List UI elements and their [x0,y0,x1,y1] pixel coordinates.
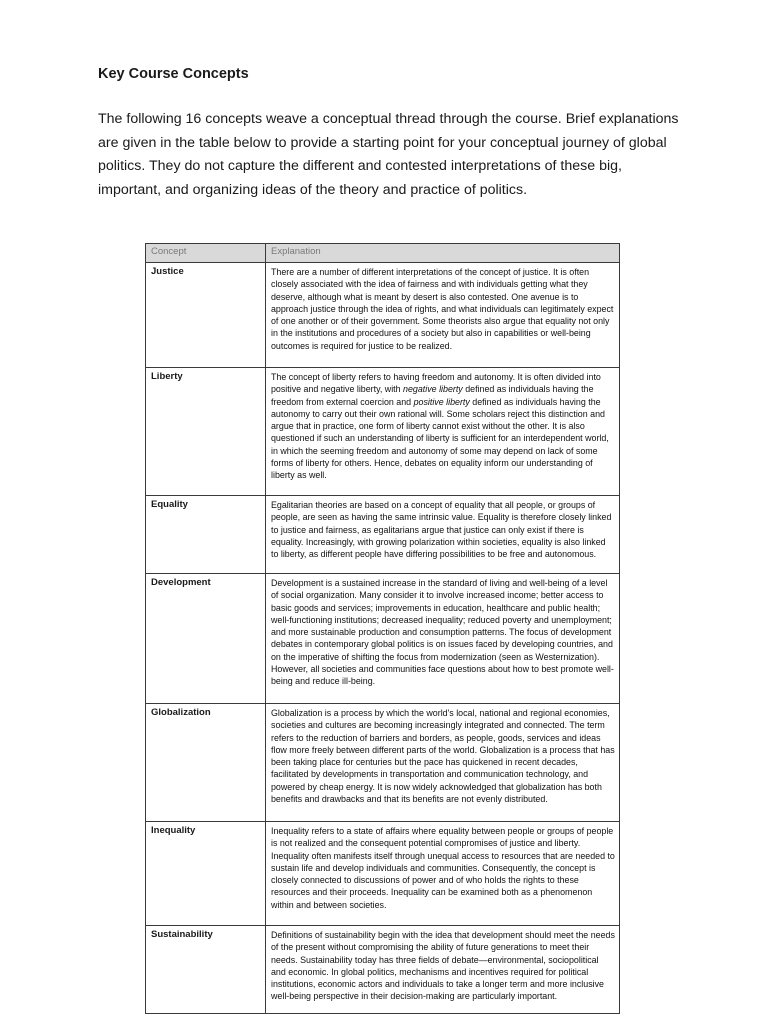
term-positive-liberty: positive liberty [413,396,470,407]
explanation-cell: Development is a sustained increase in the standard of living and well-being of a level of social organization. Many consider it to involve increased income; better access to basic goods and services; improvements in education, healthcare and public health; well-functioning institutions; decreased inequality; reduced poverty and unemployment; and more sustainable production and consumption patterns. The focus of development debates in contemporary global politics is on issues faced by developing countries, and on the imperative of shifting the focus from modernization (seen as Westernization). However, all societies and communities face questions about how to best promote well-being and reduce ill-being. [266,574,620,704]
explanation-cell: Egalitarian theories are based on a concept of equality that all people, or groups of people, are seen as having the same intrinsic value. Equality is therefore closely linked to justice and fairness, as egalitarians argue that justice can only exist if there is equality. Increasingly, with growing polarization within societies, equality is also linked to liberty, as different people have differing possibilities to be free and autonomous. [266,496,620,574]
explanation-text: The concept of liberty refers to having freedom and autonomy. It is often divided into positive and negative liberty, with [271,372,601,395]
explanation-cell: Globalization is a process by which the world's local, national and regional economies, societies and cultures are becoming increasingly integrated and connected. The term refers to the reduction of barriers and borders, as people, goods, services and ideas flow more freely between different parts of the world. Globalization is a process that has been taking place for centuries but the pace has quickened in recent decades, facilitated by developments in transportation and communication technology, and powered by cheap energy. It is now widely acknowledged that globalization has both benefits and drawbacks and that its benefits are not evenly distributed. [266,704,620,822]
concept-cell: Sustainability [146,926,266,1014]
table-row [146,926,620,1014]
table-row [146,368,620,496]
concept-cell: Justice [146,263,266,368]
table-row [146,822,620,926]
concept-cell: Globalization [146,704,266,822]
concept-cell: Development [146,574,266,704]
column-header-concept: Concept [146,244,266,263]
concepts-table [145,243,620,1014]
explanation-cell: There are a number of different interpretations of the concept of justice. It is often closely associated with the idea of fairness and with individuals getting what they deserve, although what is meant by desert is also contested. One avenue is to approach justice through the idea of rights, and what individuals can legitimately expect of one another or of their government. Some theorists also argue that equality not only in the institutions and procedures of a society but also in capabilities or well-being outcomes is required for justice to be realized. [266,263,620,368]
column-header-explanation: Explanation [266,244,620,263]
table-row [146,263,620,368]
concept-cell: Liberty [146,368,266,496]
concept-cell: Equality [146,496,266,574]
explanation-cell [266,368,620,496]
table-row [146,574,620,704]
page-heading: Key Course Concepts [98,66,249,82]
table-header-row [146,244,620,263]
term-negative-liberty: negative liberty [403,384,463,395]
explanation-text: defined as individuals having the freedom from external coercion and [271,384,594,407]
explanation-cell: Definitions of sustainability begin with the idea that development should meet the needs of the present without compromising the ability of future generations to meet their needs. Sustainability today has three fields of debate—environmental, sociopolitical and economic. In global politics, mechanisms and incentives required for political institutions, economic actors and individuals to take a longer term and more inclusive well-being perspective in their decision-making are particularly important. [266,926,620,1014]
explanation-cell: Inequality refers to a state of affairs where equality between people or groups of people is not realized and the consequent potential compromises of justice and liberty. Inequality often manifests itself through unequal access to resources that are needed to sustain life and develop individuals and communities. Consequently, the concept is closely connected to discussions of power and of who holds the rights to these resources and their proceeds. Inequality can be examined both as a phenomenon within and between societies. [266,822,620,926]
explanation-text: defined as individuals having the autonomy to carry out their own rational will. Some scholars reject this distinction and argue that in practice, one form of liberty cannot exist without the other. It is also questioned if such an understanding of liberty is sufficient for an interdependent world, in which the seeming freedom and autonomy of some may depend on lack of some forms of liberty for others. Hence, debates on equality inform our understanding of liberty as well. [271,396,609,481]
concept-cell: Inequality [146,822,266,926]
table-row [146,496,620,574]
table-row [146,704,620,822]
intro-paragraph: The following 16 concepts weave a conceptual thread through the course. Brief explanations are given in the table below to provide a starting point for your conceptual journey of global politics. They do not capture the different and contested interpretations of these big, important, and organizing ideas of the theory and practice of politics. [98,111,679,198]
